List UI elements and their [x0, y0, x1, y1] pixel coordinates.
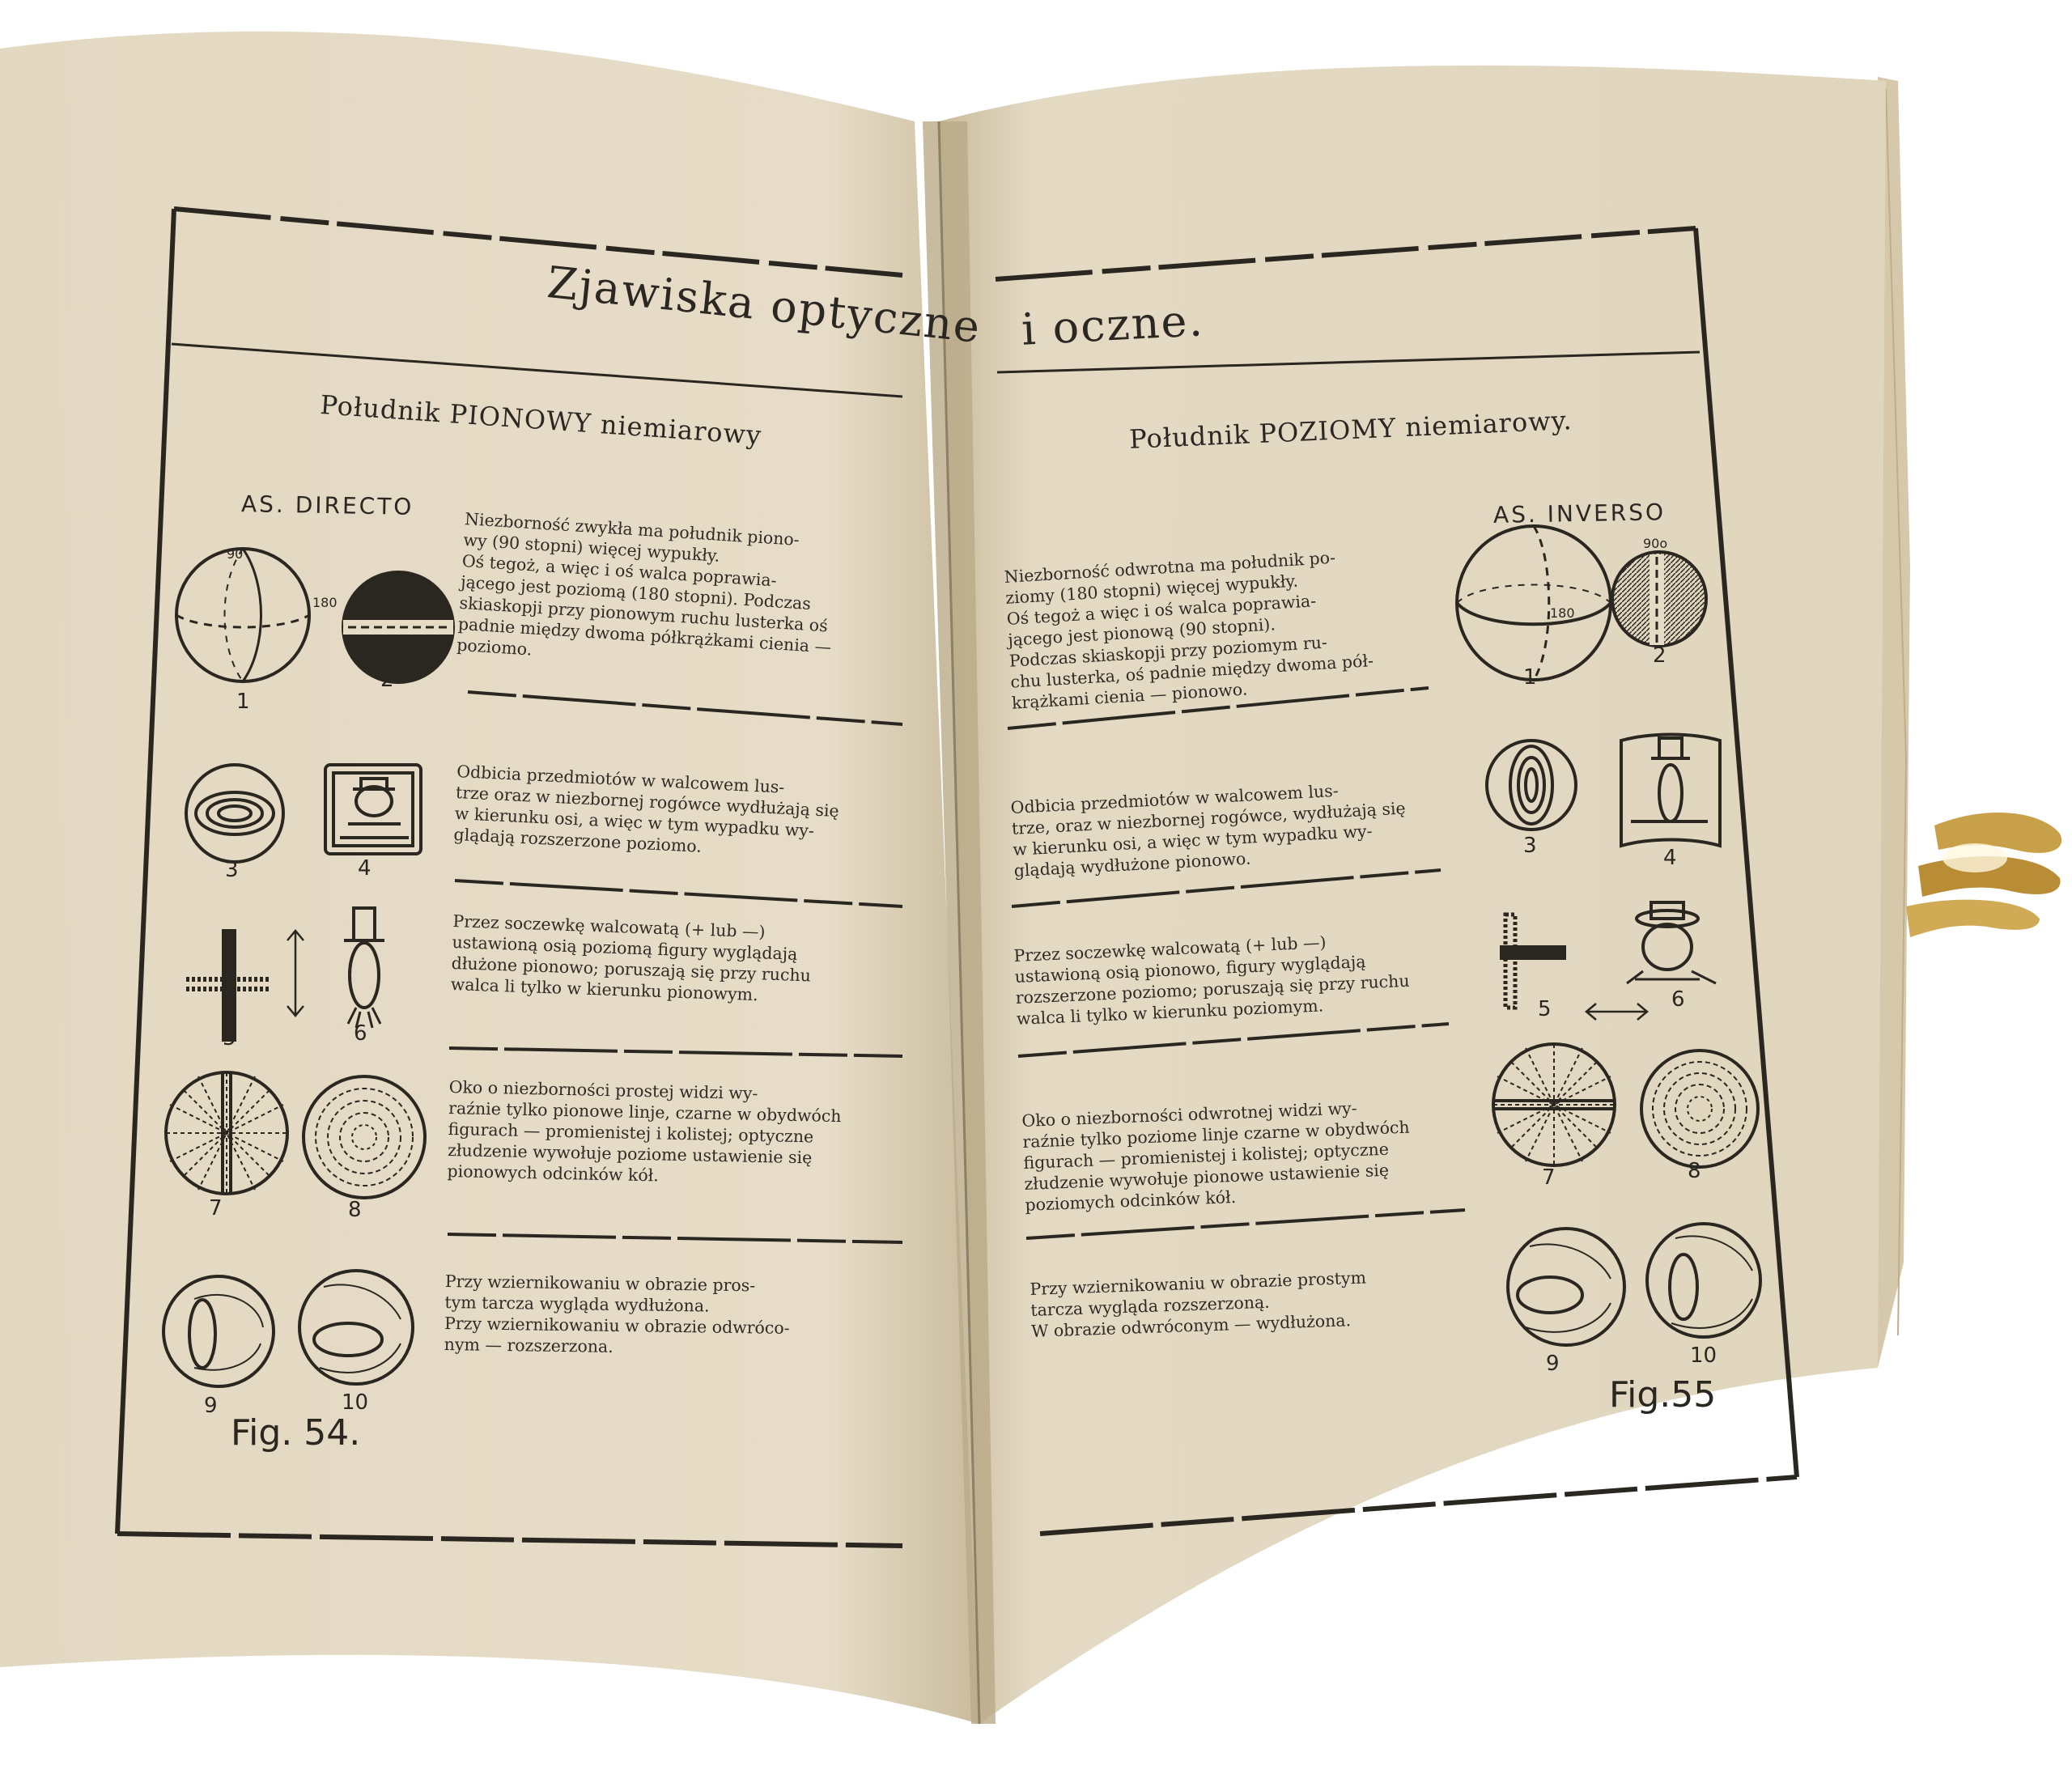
figure-number-9-right: 9 [1546, 1352, 1560, 1376]
figure-number-8-right: 8 [1688, 1159, 1701, 1183]
radial-chart-icon-right [1493, 1044, 1615, 1165]
figure-number-4-right: 4 [1663, 846, 1677, 870]
figure-number-10: 10 [342, 1390, 369, 1415]
binder-clip-icon [1906, 813, 2061, 937]
left-paragraph-1: Niezborność zwykła ma południk piono- wy (90 stopni) więcej wypukły. Oś tegoż, a więc i oś walca poprawia- jącego jest poziomą (180 stopni). Podczas skiaskopji przy pionowym ruchu lusterka oś padnie między dwoma półkrążkami cienia — poziomo. [456, 508, 832, 660]
figure-number-5-right: 5 [1538, 997, 1552, 1021]
figure-number-6: 6 [354, 1021, 367, 1046]
figure-number-5: 5 [223, 1026, 236, 1051]
figure-number-1: 1 [236, 690, 250, 714]
right-paragraph-2: Odbicia przedmiotów w walcowem lus- trze, oraz w niezbornej rogówce, wydłużają się w kierunku osi, a więc w tym wypadku wy- glądają wydłużone pionowo. [1010, 780, 1407, 881]
right-page-subtitle: Południk POZIOMY niemiarowy. [1128, 405, 1573, 455]
angle-label-180-right: 180 [1550, 605, 1575, 621]
angle-label-90: 90 [227, 546, 244, 562]
figure-number-3-right: 3 [1523, 834, 1537, 858]
figure-number-1-right: 1 [1523, 665, 1537, 690]
angle-label-180: 180 [312, 595, 338, 610]
figure-number-6-right: 6 [1671, 987, 1685, 1012]
right-paragraph-3: Przez soczewkę walcowatą (+ lub —) ustawioną osią pionowo, figury wyglądają rozszerzone poziomo; poruszają się przy ruchu walca li tylko w kierunku poziomym. [1013, 932, 1411, 1029]
figure-caption-right: Fig.55 [1609, 1374, 1717, 1416]
figure-number-2-right: 2 [1653, 643, 1667, 668]
figure-caption-left: Fig. 54. [231, 1412, 361, 1454]
angle-label-90-right: 90o [1643, 536, 1668, 551]
skiascopy-disc-icon-right [1612, 552, 1706, 646]
figure-number-3: 3 [225, 858, 239, 882]
left-paragraph-3: Przez soczewkę walcowatą (+ lub —) ustawioną osią poziomą figury wyglądają dłużone pionowo; poruszają się przy ruchu walca li tylko w kierunku pionowym. [450, 910, 812, 1005]
skiascopy-disc-icon [343, 572, 453, 682]
figure-number-8: 8 [348, 1198, 362, 1222]
left-paragraph-4: Oko o niezborności prostej widzi wy- raźnie tylko pionowe linje, czarne w obydwóch figurach — promienistej i kolistej; optyczne złudzenie wywołuje poziome ustawienie się pionowych odcinków kół. [447, 1076, 842, 1186]
right-page-title: i oczne. [1020, 295, 1206, 355]
figure-number-7-right: 7 [1542, 1165, 1556, 1190]
left-page-title: Zjawiska optyczne [545, 257, 984, 353]
figure-number-7: 7 [209, 1196, 223, 1220]
figure-number-2: 2 [380, 668, 394, 692]
left-paragraph-2: Odbicia przedmiotów w walcowem lus- trze oraz w niezbornej rogówce wydłużają się w kierunku osi, a więc w tym wypadku wy- glądają rozszerzone poziomo. [452, 761, 840, 856]
right-paragraph-5: Przy wziernikowaniu w obrazie prostym tarcza wygląda rozszerzoną. W obrazie odwróconym — wydłużona. [1030, 1267, 1367, 1341]
figure-number-10-right: 10 [1690, 1343, 1717, 1368]
left-paragraph-5: Przy wziernikowaniu w obrazie pros- tym tarcza wygląda wydłużona. Przy wziernikowaniu w obrazie odwróco- nym — rozszerzona. [444, 1271, 790, 1356]
right-paragraph-4: Oko o niezborności odwrotnej widzi wy- raźnie tylko poziome linje czarne w obydwóch figurach — promienistej i kolistej; optyczne złudzenie wywołuje pionowe ustawienie się poziomych odcinków kół. [1021, 1098, 1411, 1215]
figure-number-9: 9 [204, 1394, 218, 1418]
left-page-subtitle: Południk PIONOWY niemiarowy [319, 388, 763, 452]
right-column-header: AS. INVERSO [1492, 499, 1667, 528]
radial-chart-icon [166, 1072, 287, 1194]
figure-number-4: 4 [358, 856, 372, 881]
right-paragraph-1: Niezborność odwrotna ma południk po- ziomy (180 stopni) więcej wypukły. Oś tegoż a więc i oś walca poprawia- jącego jest pionową (90 stopni). Podczas skiaskopji przy poziomym ru- chu lusterka, oś padnie między dwoma pół- krążkami cienia — pionowo. [1004, 547, 1374, 713]
left-column-header: AS. DIRECTO [240, 490, 414, 520]
